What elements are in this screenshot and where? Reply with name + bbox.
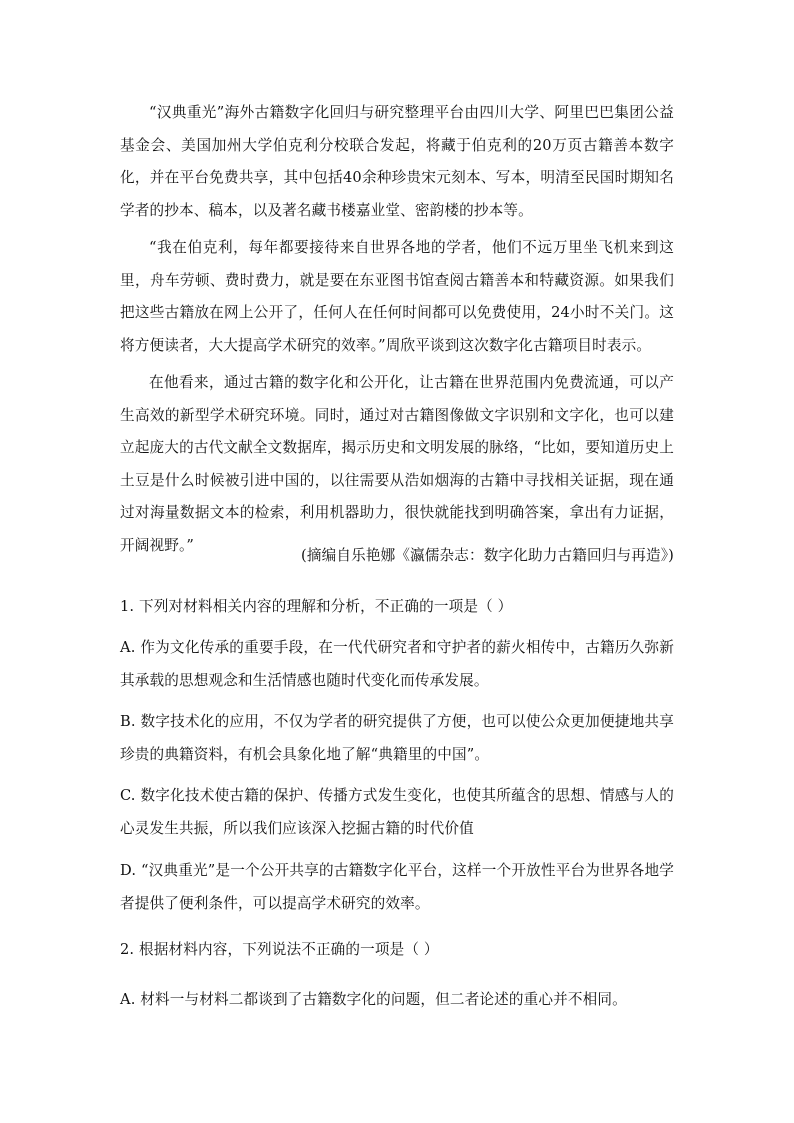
question-1-option-c: C. 数字化技术使古籍的保护、传播方式发生变化，也使其所蕴含的思想、情感与人的心灵发生共振，所以我们应该深入挖掘古籍的时代价值: [120, 787, 674, 837]
question-1-option-d: D. “汉典重光”是一个公开共享的古籍数字化平台，这样一个开放性平台为世界各地学者提供了便利条件，可以提高学术研究的效率。: [120, 862, 674, 912]
question-1-option-b: B. 数字技术化的应用，不仅为学者的研究提供了方便，也可以使公众更加便捷地共享珍贵的典籍资料，有机会具象化地了解“典籍里的中国”。: [120, 713, 674, 763]
question-2-option-a: A. 材料一与材料二都谈到了古籍数字化的问题，但二者论述的重心并不相同。: [120, 991, 627, 1008]
question-2-stem: 2. 根据材料内容，下列说法不正确的一项是（ ）: [120, 941, 439, 958]
question-1-option-a: A. 作为文化传承的重要手段，在一代代研究者和守护者的薪火相传中，古籍历久弥新其承载的思想观念和生活情感也随时代变化而传承发展。: [120, 639, 674, 689]
source-citation: (摘编自乐艳娜《瀛儒杂志：数字化助力古籍回归与再造》): [301, 547, 674, 564]
article-paragraph-1: “汉典重光”海外古籍数字化回归与研究整理平台由四川大学、阿里巴巴集团公益基金会、美国加州大学伯克利分校联合发起，将藏于伯克利的20万页古籍善本数字化，并在平台免费共享，其中包括40余种珍贵宋元刻本、写本，明清至民国时期知名学者的抄本、稿本，以及著名藏书楼嘉业堂、密韵楼的抄本等。: [120, 104, 674, 219]
article-paragraph-2: “我在伯克利，每年都要接待来自世界各地的学者，他们不远万里坐飞机来到这里，舟车劳顿、费时费力，就是要在东亚图书馆查阅古籍善本和特藏资源。如果我们把这些古籍放在网上公开了，任何人在任何时间都可以免费使用，24小时不关门。这将方便读者，大大提高学术研究的效率。”周欣平谈到这次数字化古籍项目时表示。: [120, 239, 674, 354]
article-paragraph-3: 在他看来，通过古籍的数字化和公开化，让古籍在世界范围内免费流通，可以产生高效的新型学术研究环境。同时，通过对古籍图像做文字识别和文字化，也可以建立起庞大的古代文献全文数据库，揭示历史和文明发展的脉络，“比如，要知道历史上土豆是什么时候被引进中国的，以往需要从浩如烟海的古籍中寻找相关证据，现在通过对海量数据文本的检索，利用机器助力，很快就能找到明确答案，拿出有力证据，开阔视野。”: [120, 374, 674, 554]
question-1-stem: 1. 下列对材料相关内容的理解和分析，不正确的一项是（ ）: [120, 598, 513, 615]
